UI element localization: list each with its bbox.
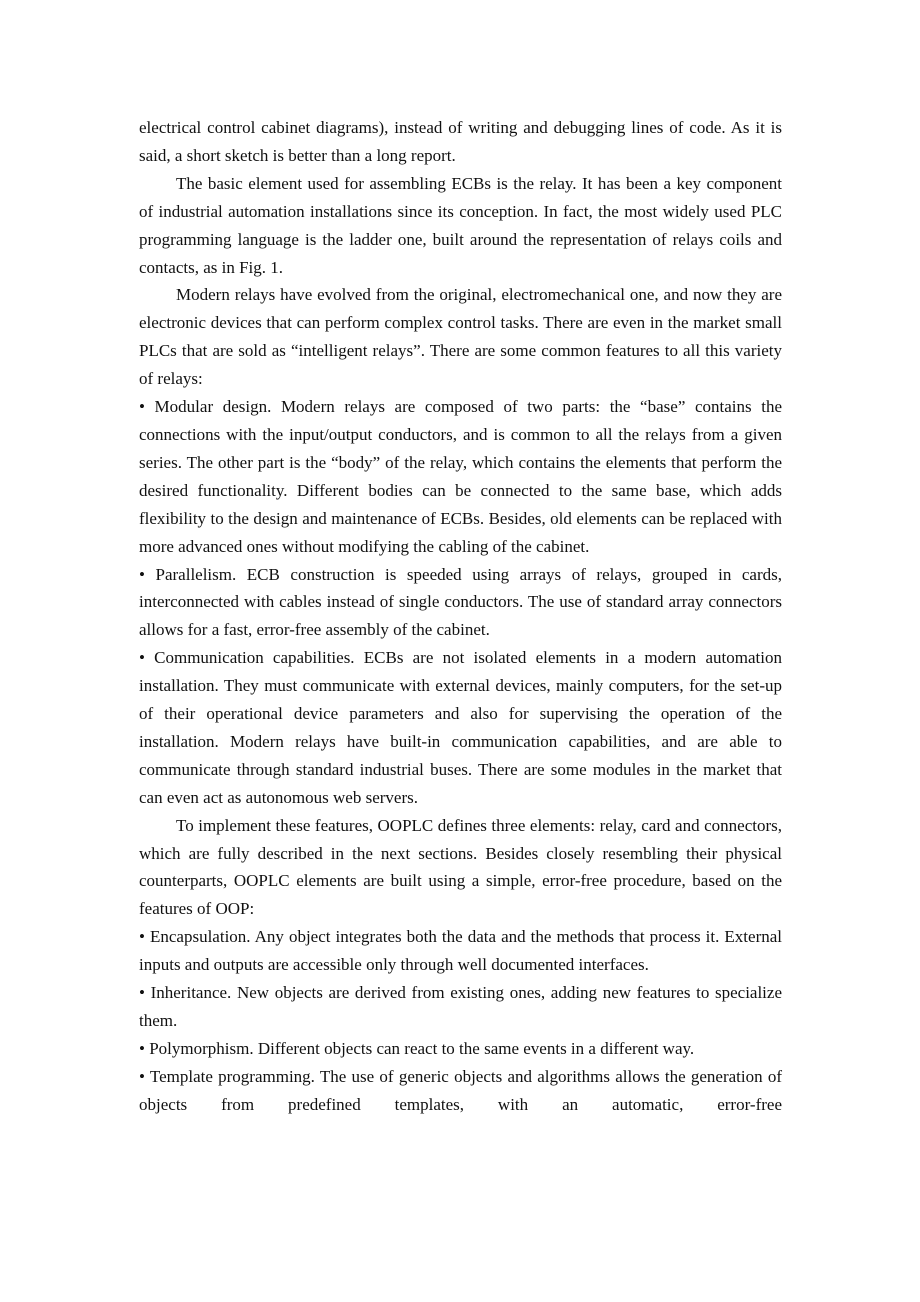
paragraph-continuation: electrical control cabinet diagrams), instead of writing and debugging lines of code. As it is said, a short sketch is better than a long report. [139,118,782,165]
paragraph-relay-basics: The basic element used for assembling ECBs is the relay. It has been a key component of industrial automation installations since its conception. In fact, the most widely used PLC programming language is the ladder one, built around the representation of relays coils and contacts, as in Fig. 1. [139,173,782,277]
bullet-template-programming: • Template programming. The use of generic objects and algorithms allows the generation of objects from predefined templates, with an automatic, error-free [139,1066,782,1114]
bullet-communication: • Communication capabilities. ECBs are not isolated elements in a modern automation installation. They must communicate with external devices, mainly computers, for the set-up of their operational device parameters and also for supervising the operation of the installation. Modern relays have built-in communication capabilities, and are able to communicate through standard industrial buses. There are some modules in the market that can even act as autonomous web servers. [139,648,782,807]
bullet-inheritance: • Inheritance. New objects are derived from existing ones, adding new features to specialize them. [139,983,782,1030]
bullet-parallelism: • Parallelism. ECB construction is speeded using arrays of relays, grouped in cards, interconnected with cables instead of single conductors. The use of standard array connectors allows for a fast, error-free assembly of the cabinet. [139,564,782,640]
document-page [139,114,782,1119]
bullet-modular-design: • Modular design. Modern relays are composed of two parts: the “base” contains the connections with the input/output conductors, and is common to all the relays from a given series. The other part is the “body” of the relay, which contains the elements that perform the desired functionality. Different bodies can be connected to the same base, which adds flexibility to the design and maintenance of ECBs. Besides, old elements can be replaced with more advanced ones without modifying the cabling of the cabinet. [139,397,782,556]
paragraph-ooplc-elements: To implement these features, OOPLC defines three elements: relay, card and connectors, which are fully described in the next sections. Besides closely resembling their physical counterparts, OOPLC elements are built using a simple, error-free procedure, based on the features of OOP: [139,815,782,919]
bullet-polymorphism: • Polymorphism. Different objects can react to the same events in a different way. [139,1038,695,1058]
bullet-encapsulation: • Encapsulation. Any object integrates both the data and the methods that process it. External inputs and outputs are accessible only through well documented interfaces. [139,927,782,975]
paragraph-modern-relays: Modern relays have evolved from the original, electromechanical one, and now they are electronic devices that can perform complex control tasks. There are even in the market small PLCs that are sold as “intelligent relays”. There are some common features to all this variety of relays: [139,285,782,389]
